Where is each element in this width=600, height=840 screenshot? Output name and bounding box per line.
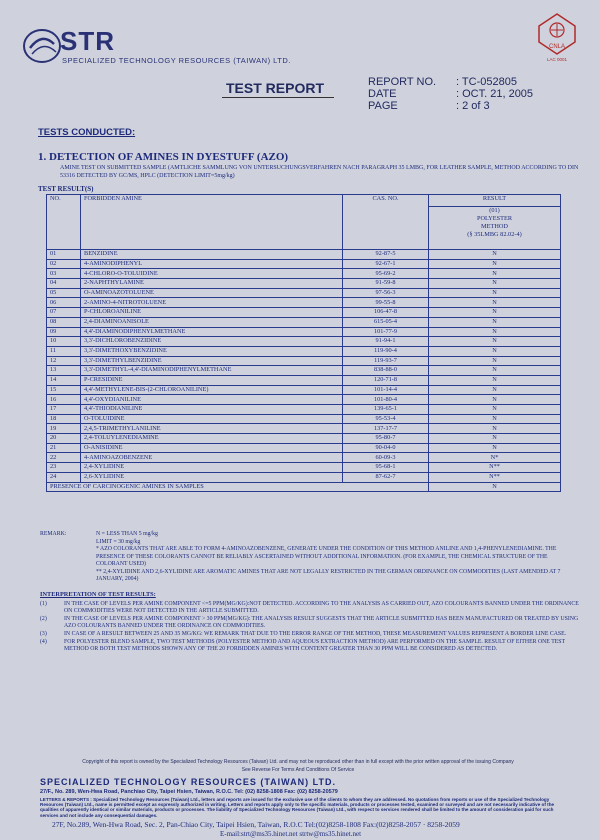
remark-row-1 <box>40 531 580 539</box>
table-row <box>47 337 561 347</box>
row-no: 14 <box>47 375 81 385</box>
row-cas: 92-67-1 <box>343 259 429 269</box>
col-cas-header: CAS. NO. <box>343 195 429 250</box>
row-result: N <box>429 395 561 405</box>
page-value: : 2 of 3 <box>456 100 490 112</box>
row-cas: 101-77-9 <box>343 327 429 337</box>
see-reverse-text: See Reverse For Terms And Conditions Of Service <box>241 767 355 773</box>
result-method1: POLYESTER <box>476 215 513 223</box>
remark-row-4 <box>40 569 580 584</box>
table-row <box>47 385 561 395</box>
result-method3: (§ 35LMBG 82.02-4) <box>467 231 522 239</box>
row-no: 02 <box>47 259 81 269</box>
row-no: 01 <box>47 250 81 260</box>
date-row <box>368 88 533 100</box>
table-row <box>47 327 561 337</box>
row-amine: 4-AMINODIPHENYL <box>81 259 343 269</box>
interpretation-number: (3) <box>40 631 47 637</box>
row-result: N <box>429 414 561 424</box>
table-row <box>47 443 561 453</box>
row-result: N <box>429 346 561 356</box>
seal-sub: LAC 0001 <box>546 57 568 62</box>
interpretation-item <box>40 616 580 630</box>
row-cas: 137-17-7 <box>343 424 429 434</box>
interpretation-item <box>40 601 580 615</box>
row-amine: P-CHLOROANILINE <box>81 308 343 318</box>
remark-line4: ** 2,4-XYLIDINE AND 2,6-XYLIDINE ARE AROMATIC AMINES THAT ARE NOT LEGALLY RESTRICTED IN THE GERMAN ORDINANCE ON COMMODITIES (LAST AMENDED AT 7 JANUARY, 2004) <box>96 568 561 582</box>
remark-row-2 <box>40 539 580 547</box>
row-cas: 91-94-1 <box>343 337 429 347</box>
table-row <box>47 356 561 366</box>
row-cas: 838-88-0 <box>343 366 429 376</box>
row-cas: 95-80-7 <box>343 434 429 444</box>
table-row <box>47 375 561 385</box>
interpretation-item <box>40 639 580 653</box>
interpretation-number: (4) <box>40 639 47 645</box>
amines-table-body <box>47 250 561 483</box>
row-cas: 92-87-5 <box>343 250 429 260</box>
table-row <box>47 259 561 269</box>
row-result: N <box>429 385 561 395</box>
result-sub: (01) <box>489 207 500 215</box>
row-result: N <box>429 424 561 434</box>
row-no: 09 <box>47 327 81 337</box>
row-amine: P-CRESIDINE <box>81 375 343 385</box>
table-row <box>47 279 561 289</box>
row-no: 18 <box>47 414 81 424</box>
row-no: 22 <box>47 453 81 463</box>
row-amine: 4,4'-OXYDIANILINE <box>81 395 343 405</box>
row-result: N <box>429 250 561 260</box>
test-results-heading: TEST RESULT(S) <box>38 185 94 193</box>
row-result: N <box>429 327 561 337</box>
table-row <box>47 405 561 415</box>
result-method2: METHOD <box>481 223 508 231</box>
table-row <box>47 298 561 308</box>
row-no: 19 <box>47 424 81 434</box>
remark-label: REMARK: <box>40 531 67 537</box>
row-cas: 90-04-0 <box>343 443 429 453</box>
col-result-header: RESULT <box>429 195 561 207</box>
row-result: N <box>429 288 561 298</box>
row-amine: 3,3'-DIMETHYLBENZIDINE <box>81 356 343 366</box>
result-method-header <box>429 207 561 250</box>
detection-heading: 1. DETECTION OF AMINES IN DYESTUFF (AZO) <box>38 151 289 163</box>
row-amine: 3,3'-DIMETHYL-4,4'-DIAMINODIPHENYLMETHANE <box>81 366 343 376</box>
row-cas: 101-80-4 <box>343 395 429 405</box>
row-result: N <box>429 317 561 327</box>
table-row <box>47 269 561 279</box>
row-no: 03 <box>47 269 81 279</box>
row-no: 12 <box>47 356 81 366</box>
row-cas: 97-56-3 <box>343 288 429 298</box>
footer-company: SPECIALIZED TECHNOLOGY RESOURCES (TAIWAN) LTD. <box>40 777 337 787</box>
presence-row <box>47 482 561 492</box>
row-cas: 91-59-8 <box>343 279 429 289</box>
row-cas: 615-05-4 <box>343 317 429 327</box>
row-amine: O-AMINOAZOTOLUENE <box>81 288 343 298</box>
company-line: SPECIALIZED TECHNOLOGY RESOURCES (TAIWAN) LTD. <box>62 56 291 65</box>
row-no: 21 <box>47 443 81 453</box>
interpretation-number: (2) <box>40 616 47 622</box>
interpretation-text: IN CASE OF A RESULT BETWEEN 25 AND 35 MG/KG: WE REMARK THAT DUE TO THE ERROR RANGE OF THE METHOD, THESE MEASUREMENT VALUES REPRESENT A BORDER LINE CASE. <box>64 631 567 637</box>
report-no-row <box>368 76 533 88</box>
table-row <box>47 463 561 473</box>
table-row <box>47 317 561 327</box>
row-no: 23 <box>47 463 81 473</box>
seal-text: CNLA <box>548 44 566 50</box>
row-cas: 99-55-8 <box>343 298 429 308</box>
remark-line2: LIMIT = 30 mg/kg <box>96 538 141 545</box>
table-header-row <box>47 195 561 207</box>
col-amine-header: FORBIDDEN AMINE <box>81 195 343 250</box>
interpretation-text: IN THE CASE OF LEVELS PER AMINE COMPONENT <=5 PPM(MG/KG):NOT DETECTED. ACCORDING TO THE ANALYSIS AS CARRIED OUT, AZO COLOURANTS BANNED UNDER THE ORDINANCE ON COMMODITIES WERE NOT DETECTED IN THE ARTICLE SUBMITTED. <box>64 601 579 614</box>
row-cas: 87-62-7 <box>343 472 429 482</box>
remarks-block <box>40 531 580 584</box>
row-no: 24 <box>47 472 81 482</box>
row-no: 10 <box>47 337 81 347</box>
row-amine: BENZIDINE <box>81 250 343 260</box>
row-cas: 139-65-1 <box>343 405 429 415</box>
report-no-label: REPORT NO. <box>368 76 437 88</box>
interpretation-list <box>40 601 580 654</box>
row-amine: 2,4-XYLIDINE <box>81 463 343 473</box>
row-no: 20 <box>47 434 81 444</box>
row-no: 13 <box>47 366 81 376</box>
row-no: 17 <box>47 405 81 415</box>
remark-line1: N = LESS THAN 5 mg/kg <box>96 531 158 537</box>
row-result: N <box>429 443 561 453</box>
logo-text: STR <box>60 26 115 56</box>
row-no: 05 <box>47 288 81 298</box>
row-result: N** <box>429 463 561 473</box>
report-meta <box>368 76 533 112</box>
row-result: N <box>429 434 561 444</box>
row-amine: 2-AMINO-4-NITROTOLUENE <box>81 298 343 308</box>
row-no: 06 <box>47 298 81 308</box>
row-cas: 119-93-7 <box>343 356 429 366</box>
row-cas: 95-53-4 <box>343 414 429 424</box>
table-row <box>47 308 561 318</box>
row-result: N <box>429 356 561 366</box>
report-title: TEST REPORT <box>226 80 325 96</box>
col-no-header: NO. <box>47 195 81 250</box>
table-row <box>47 434 561 444</box>
amines-table <box>46 194 561 492</box>
row-no: 04 <box>47 279 81 289</box>
row-no: 07 <box>47 308 81 318</box>
row-amine: 4,4'-DIAMINODIPHENYLMETHANE <box>81 327 343 337</box>
row-amine: 3,3'-DICHLOROBENZIDINE <box>81 337 343 347</box>
cnla-seal-icon <box>535 12 579 64</box>
row-no: 15 <box>47 385 81 395</box>
row-cas: 95-69-2 <box>343 269 429 279</box>
row-result: N <box>429 279 561 289</box>
row-result: N <box>429 259 561 269</box>
date-value: : OCT. 21, 2005 <box>456 88 534 100</box>
row-amine: 4-AMINOAZOBENZENE <box>81 453 343 463</box>
footer-email: E-mail:strt@ms35.hinet.net strtw@ms35.hinet.net <box>220 830 362 838</box>
row-cas: 95-68-1 <box>343 463 429 473</box>
page-label: PAGE <box>368 100 398 112</box>
row-result: N <box>429 337 561 347</box>
row-amine: 2,4-TOLUYLENEDIAMINE <box>81 434 343 444</box>
row-amine: O-ANISIDINE <box>81 443 343 453</box>
table-row <box>47 250 561 260</box>
footer-address: 27F, No.289, Wen-Hwa Road, Sec. 2, Pan-Chiao City, Taipei Hsien, Taiwan, R.O.C Tel:(02)8258-1808 Fax:(02)8258-2057 · 8258-2059 <box>52 820 460 829</box>
row-result: N <box>429 298 561 308</box>
presence-label: PRESENCE OF CARCINOGENIC AMINES IN SAMPLES <box>47 482 429 492</box>
presence-result: N <box>429 482 561 492</box>
row-amine: 3,3'-DIMETHOXYBENZIDINE <box>81 346 343 356</box>
table-row <box>47 453 561 463</box>
table-row <box>47 366 561 376</box>
row-amine: 2,6-XYLIDINE <box>81 472 343 482</box>
row-result: N** <box>429 472 561 482</box>
interpretation-number: (1) <box>40 601 47 607</box>
row-amine: 2,4,5-TRIMETHYLANILINE <box>81 424 343 434</box>
remark-line3: * AZO COLORANTS THAT ARE ABLE TO FORM 4-AMINOAZOBENZENE, GENERATE UNDER THE CONDITION OF THIS METHOD ANILINE AND 1,4-PHENYLENEDIAMINE. THE PRESENCE OF THESE COLORANTS CANNOT BE RELIABLY ASCERTAINED WITHOUT ADDITIONAL INFORMATION. (FOR EXAMPLE, THE CHEMICAL STRUCTURE OF THE COLORANT USED) <box>96 546 557 567</box>
row-cas: 106-47-8 <box>343 308 429 318</box>
title-underline <box>222 97 334 98</box>
detection-description: AMINE TEST ON SUBMITTED SAMPLE (AMTLICHE SAMMLUNG VON UNTERSUCHUNGSVERFAHREN NACH PARAGRAPH 35 LMBG, FOR LEATHER SAMPLE, METHOD ACCORDING TO DIN 53316 DETECTED BY GC/MS, HPLC (DETECTION LIMIT=5mg/kg) <box>60 165 579 179</box>
row-result: N <box>429 366 561 376</box>
date-label: DATE <box>368 88 397 100</box>
report-no-value: : TC-052805 <box>456 76 517 88</box>
interpretation-text: FOR POLYESTER BLEND SAMPLE, TWO TEST METHODS (POLYESTER METHOD AND AQUEOUS EXTRACTION METHOD) ARE PERFORMED ON THE SAMPLE. RESULT OF EITHER ONE TEST METHOD OR BOTH TEST METHODS SHOWN ANY OF THE 20 FORBIDDEN AMINES WITH CONTENT GREATER THAN 30 PPM WILL BE CONSIDERED AS DETECTED. <box>64 639 565 652</box>
row-result: N <box>429 405 561 415</box>
row-result: N <box>429 269 561 279</box>
row-amine: 2,4-DIAMINOANISOLE <box>81 317 343 327</box>
row-amine: O-TOLUIDINE <box>81 414 343 424</box>
footer-disclaimer: LETTERS & REPORTS : Specialized Technology Resources (Taiwan) Ltd., letters and reports are issued for the exclusive use of the clients to whom they are addressed. No quotations from reports or use of the Specialized Technology Resources (Taiwan) Ltd., name is permitted except as expressly authorized in writing. Letters and reports apply only to the specific materials, products or processes tested, examined or surveyed and are not necessarily indicative of the qualities of apparently identical or similar materials, products or processes. The liability of Specialized Technology Resources (Taiwan) Ltd., with respect to services rendered shall be limited to the amount of consideration paid for such services and not include any consequential damages. <box>40 797 555 818</box>
row-amine: 4,4'-THIODIANILINE <box>81 405 343 415</box>
interpretation-text: IN THE CASE OF LEVELS PER AMINE COMPONENT > 30 PPM(MG/KG): THE ANALYSIS RESULT SUGGESTS THAT THE ARTICLE SUBMITTED HAS BEEN MANUFACTURED OR TREATED BY USING AZO COLOURANTS BANNED UNDER THE ORDINANCE ON COMMODITIES. <box>64 616 579 629</box>
row-result: N <box>429 308 561 318</box>
row-cas: 60-09-3 <box>343 453 429 463</box>
row-cas: 101-14-4 <box>343 385 429 395</box>
table-row <box>47 288 561 298</box>
row-amine: 4-CHLORO-O-TOLUIDINE <box>81 269 343 279</box>
page-row <box>368 100 533 112</box>
table-row <box>47 424 561 434</box>
table-row <box>47 395 561 405</box>
table-row <box>47 472 561 482</box>
table-row <box>47 414 561 424</box>
row-cas: 120-71-8 <box>343 375 429 385</box>
row-amine: 2-NAPHTHYLAMINE <box>81 279 343 289</box>
copyright-text: Copyright of this report is owned by the Specialized Technology Resources (Taiwan) Ltd. and may not be reproduced other than in full except with the prior written approval of the issuing Company <box>82 759 514 765</box>
table-row <box>47 346 561 356</box>
remark-row-3 <box>40 546 580 569</box>
row-cas: 119-90-4 <box>343 346 429 356</box>
row-amine: 4,4'-METHYLENE-BIS-(2-CHLOROANILINE) <box>81 385 343 395</box>
interpretation-item <box>40 631 580 638</box>
footer-company-address: 27/F., No. 289, Wen-Hwa Road, Panchiao City, Taipei Hsien, Taiwan, R.O.C. Tel: (02) 8258-1808 Fax: (02) 8258-20579 <box>40 789 338 795</box>
tests-conducted-heading: TESTS CONDUCTED: <box>38 127 136 138</box>
row-no: 08 <box>47 317 81 327</box>
row-no: 16 <box>47 395 81 405</box>
row-result: N <box>429 375 561 385</box>
row-result: N* <box>429 453 561 463</box>
interpretation-heading: INTERPRETATION OF TEST RESULTS: <box>40 591 156 598</box>
row-no: 11 <box>47 346 81 356</box>
